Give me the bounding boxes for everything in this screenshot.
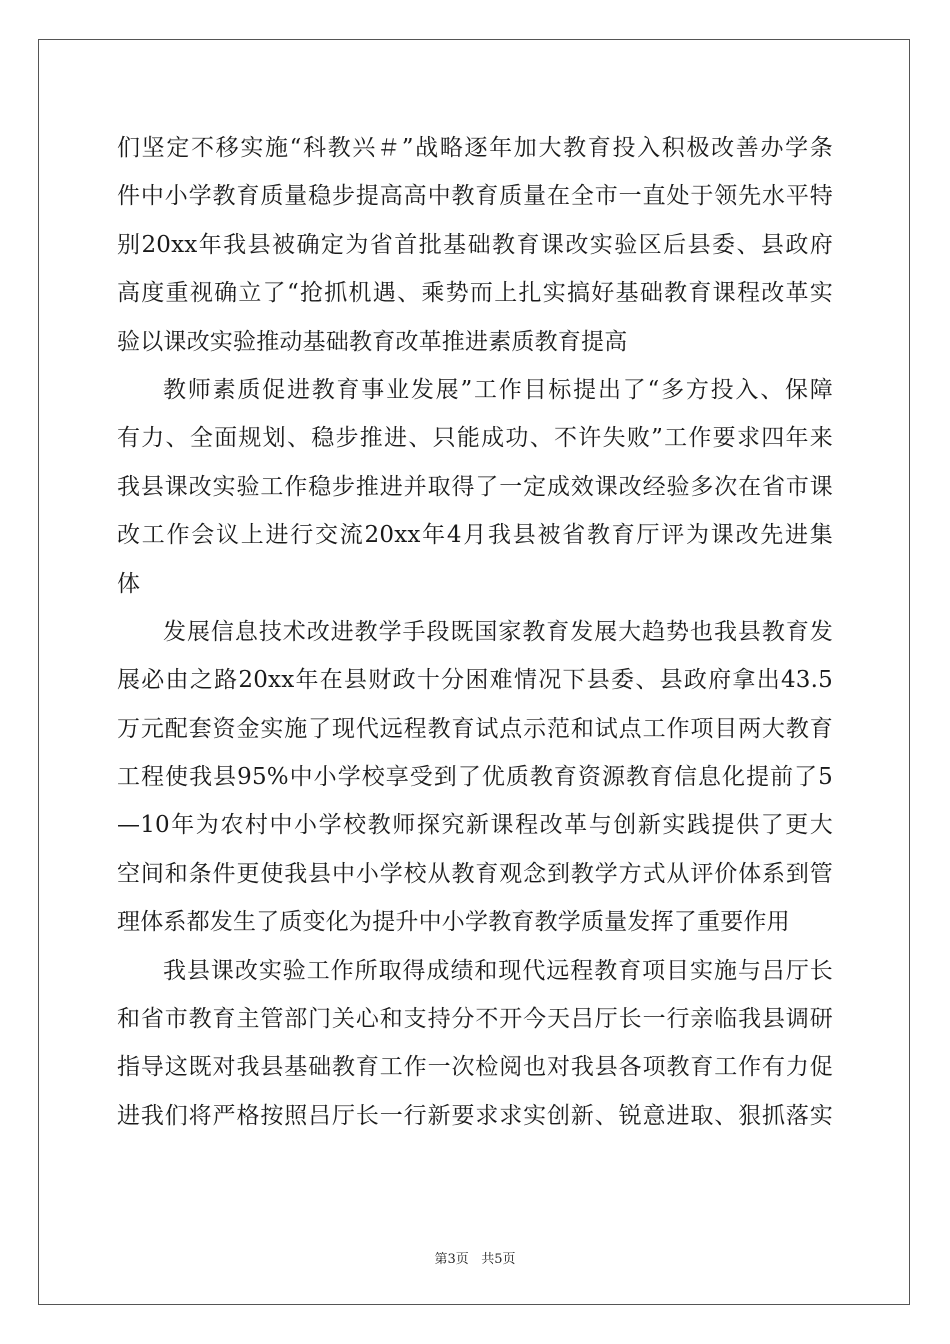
- text-line: 改工作会议上进行交流20xx年4月我县被省教育厅评为课改先进集: [117, 522, 833, 549]
- text-line: 工程使我县95%中小学校享受到了优质教育资源教育信息化提前了5: [117, 764, 833, 791]
- page-number: 第3页: [434, 1252, 469, 1267]
- text-line: 指导这既对我县基础教育工作一次检阅也对我县各项教育工作有力促: [117, 1054, 833, 1081]
- text-line: 展必由之路20xx年在县财政十分困难情况下县委、县政府拿出43.5: [117, 667, 833, 694]
- page-total: 共5页: [481, 1252, 516, 1267]
- text-line: 有力、全面规划、稳步推进、只能成功、不许失败”工作要求四年来: [117, 425, 833, 452]
- paragraph-1: [117, 124, 833, 366]
- text-line: 件中小学教育质量稳步提高高中教育质量在全市一直处于领先水平特: [117, 183, 833, 210]
- text-line: 发展信息技术改进教学手段既国家教育发展大趋势也我县教育发: [163, 618, 833, 645]
- paragraph-4: [117, 947, 833, 1141]
- text-line: 理体系都发生了质变化为提升中小学教育教学质量发挥了重要作用: [117, 909, 790, 936]
- text-line: 别20xx年我县被确定为省首批基础教育课改实验区后县委、县政府: [117, 231, 833, 258]
- paragraph-2: [117, 366, 833, 608]
- text-line: 空间和条件更使我县中小学校从教育观念到教学方式从评价体系到管: [117, 860, 833, 887]
- page-footer: [0, 1248, 950, 1267]
- text-line: 进我们将严格按照吕厅长一行新要求求实创新、锐意进取、狠抓落实: [117, 1102, 833, 1129]
- text-line: 验以课改实验推动基础教育改革推进素质教育提高: [117, 328, 628, 355]
- text-line: 们坚定不移实施“科教兴＃”战略逐年加大教育投入积极改善办学条: [117, 135, 833, 161]
- text-line: —10年为农村中小学校教师探究新课程改革与创新实践提供了更大: [117, 812, 833, 839]
- text-line: 教师素质促进教育事业发展”工作目标提出了“多方投入、保障: [163, 376, 833, 403]
- text-line: 体: [117, 570, 141, 597]
- text-line: 我县课改实验工作稳步推进并取得了一定成效课改经验多次在省市课: [117, 473, 833, 500]
- text-line: 我县课改实验工作所取得成绩和现代远程教育项目实施与吕厅长: [163, 957, 833, 984]
- text-line: 高度重视确立了“抢抓机遇、乘势而上扎实搞好基础教育课程改革实: [117, 280, 833, 307]
- paragraph-3: [117, 608, 833, 947]
- text-line: 万元配套资金实施了现代远程教育试点示范和试点工作项目两大教育: [117, 715, 833, 742]
- text-line: 和省市教育主管部门关心和支持分不开今天吕厅长一行亲临我县调研: [117, 1006, 833, 1033]
- document-body: [117, 124, 833, 1140]
